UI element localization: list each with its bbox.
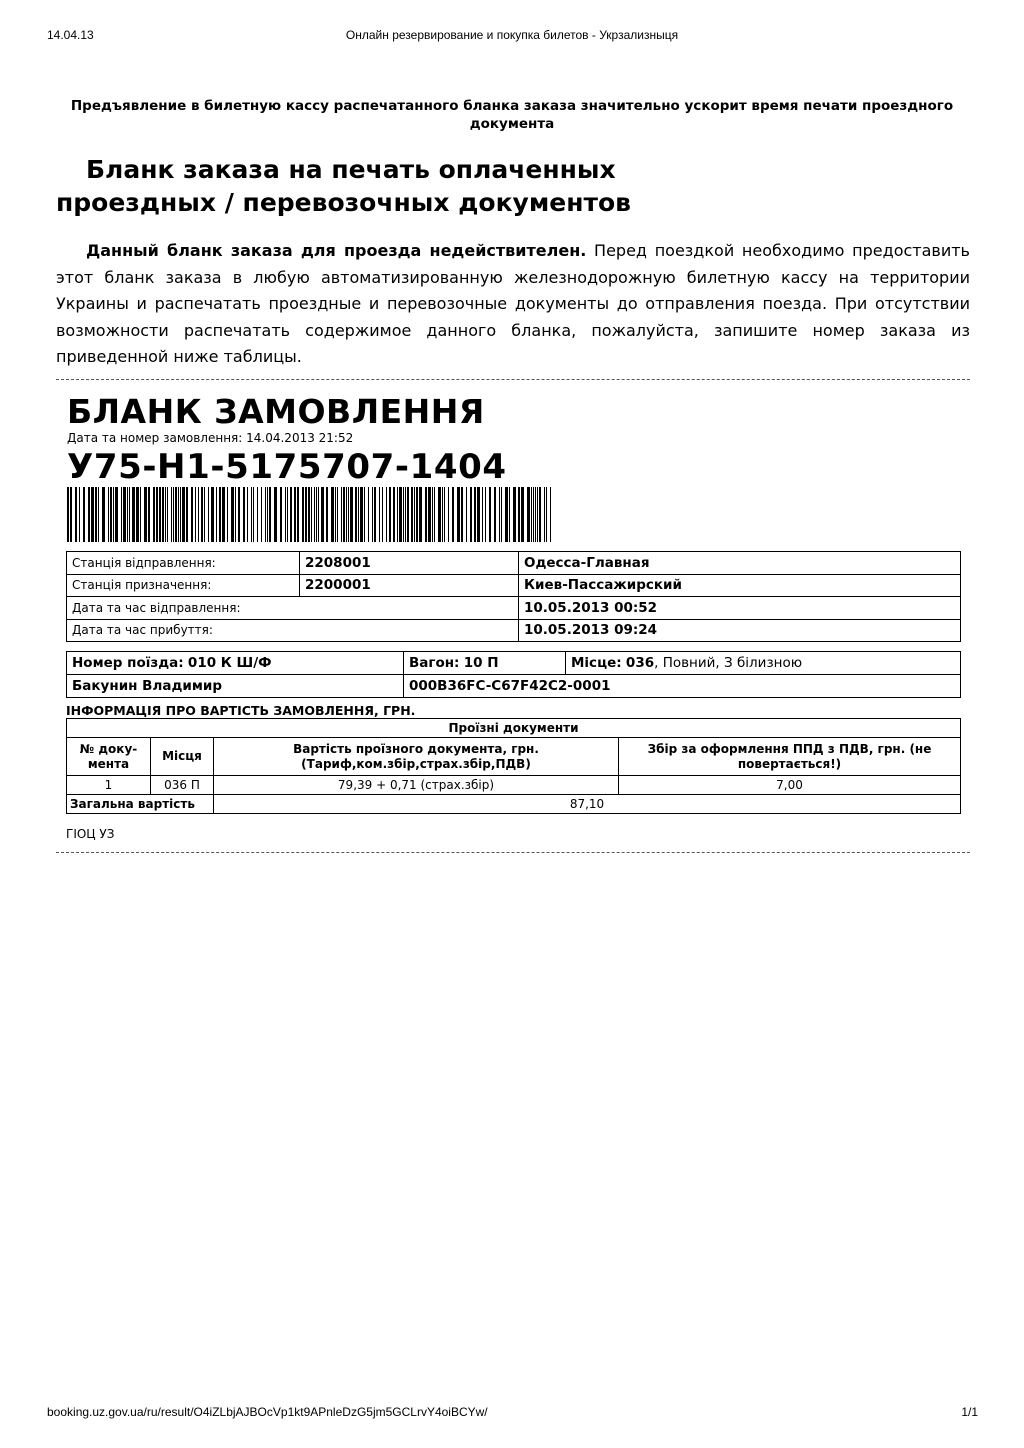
order-form-title: БЛАНК ЗАМОВЛЕННЯ (67, 392, 485, 431)
col-doc-number (67, 738, 151, 776)
col-doc-number-line1: № доку- (79, 741, 138, 756)
row-cost: 79,39 + 0,71 (страх.збір) (214, 776, 619, 795)
departure-code: 2208001 (300, 552, 519, 575)
wagon-cell (404, 652, 566, 675)
seat-details: , Повний, З білизною (654, 655, 803, 671)
passenger-name-text: Бакунин Владимир (72, 678, 222, 694)
pricing-table (66, 718, 961, 814)
row-doc-number: 1 (67, 776, 151, 795)
arrival-time: 10.05.2013 09:24 (519, 619, 961, 642)
table-row (67, 597, 961, 620)
pricing-section-title: Проїзні документи (67, 719, 961, 738)
col-cost-line2: (Тариф,ком.збір,страх.збір,ПДВ) (301, 756, 531, 771)
seat-number: 036 (625, 655, 655, 671)
print-page-title: Онлайн резервирование и покупка билетов - Укрзализныця (345, 28, 679, 42)
table-row (67, 652, 961, 675)
intro-paragraph (56, 238, 970, 371)
table-row (67, 574, 961, 597)
wagon-label: Вагон: (409, 655, 460, 671)
issuer-label: ГІОЦ УЗ (66, 827, 115, 841)
table-row (67, 619, 961, 642)
arrival-code: 2200001 (300, 574, 519, 597)
departure-time-label: Дата та час відправлення: (67, 597, 519, 620)
train-cell (67, 652, 404, 675)
cut-line-top (56, 379, 970, 380)
total-label: Загальна вартість (67, 795, 214, 814)
row-seat: 036 П (151, 776, 214, 795)
table-row (67, 776, 961, 795)
col-fee-line2: повертається!) (737, 756, 842, 771)
document-title-line2: проездных / перевозочных документов (56, 188, 631, 217)
seat-label: Місце: (571, 655, 622, 671)
order-date-label: Дата та номер замовлення: (67, 431, 243, 445)
train-number: 010 К Ш/Ф (187, 655, 272, 671)
order-dateline (67, 431, 353, 445)
ticket-doc-id-text: 000B36FC-C67F42C2-0001 (409, 678, 611, 694)
col-fee (619, 738, 961, 776)
print-date: 14.04.13 (47, 28, 94, 42)
table-row (67, 675, 961, 698)
col-doc-number-line2: мента (87, 756, 130, 771)
print-header (0, 28, 1024, 44)
table-row (67, 795, 961, 814)
table-row (67, 719, 961, 738)
intro-body: Перед поездкой необходимо предоставить этот бланк заказа в любую автоматизированную железнодорожную билетную кассу на территории Украины и распечатать проездные и перевозочные документы до отправления поезда. При отсутствии возможности распечатать содержимое данного бланка, пожалуйста, запишите номер заказа из приведенной ниже таблицы. (56, 241, 970, 367)
ticket-table (66, 651, 961, 698)
departure-label: Станція відправлення: (67, 552, 300, 575)
arrival-time-label: Дата та час прибуття: (67, 619, 519, 642)
departure-time: 10.05.2013 00:52 (519, 597, 961, 620)
col-fee-line1: Збір за оформлення ППД з ПДВ, грн. (не (647, 741, 932, 756)
print-url: booking.uz.gov.ua/ru/result/O4iZLbjAJBOcVp1kt9APnleDzG5jm5GCLrvY4oiBCYw/ (47, 1405, 488, 1419)
cut-line-bottom (56, 852, 970, 853)
order-datetime: 14.04.2013 21:52 (246, 431, 354, 445)
total-value: 87,10 (214, 795, 961, 814)
train-label: Номер поїзда: (72, 655, 184, 671)
col-cost-line1: Вартість проїзного документа, грн. (293, 741, 539, 756)
table-header-row (67, 738, 961, 776)
arrival-label: Станція призначення: (67, 574, 300, 597)
passenger-name (67, 675, 404, 698)
intro-warning: Данный бланк заказа для проезда недействителен. (86, 241, 587, 260)
table-row (67, 552, 961, 575)
col-seat: Місця (151, 738, 214, 776)
print-footer (0, 1405, 1024, 1421)
wagon-number: 10 П (463, 655, 499, 671)
document-title-line1: Бланк заказа на печать оплаченных (86, 155, 616, 184)
row-fee: 7,00 (619, 776, 961, 795)
arrival-name: Киев-Пассажирский (519, 574, 961, 597)
notice-text: Предъявление в билетную кассу распечатанного бланка заказа значительно ускорит время печати проездного документа (70, 98, 954, 132)
seat-cell (566, 652, 961, 675)
order-number: У75-Н1-5175707-1404 (67, 447, 507, 487)
departure-name: Одесса-Главная (519, 552, 961, 575)
print-page-number: 1/1 (961, 1405, 978, 1419)
col-cost (214, 738, 619, 776)
document-title (56, 153, 968, 219)
pricing-heading: ІНФОРМАЦІЯ ПРО ВАРТІСТЬ ЗАМОВЛЕННЯ, ГРН. (66, 703, 416, 718)
barcode-image (67, 487, 555, 542)
ticket-doc-id (404, 675, 961, 698)
route-table (66, 551, 961, 642)
